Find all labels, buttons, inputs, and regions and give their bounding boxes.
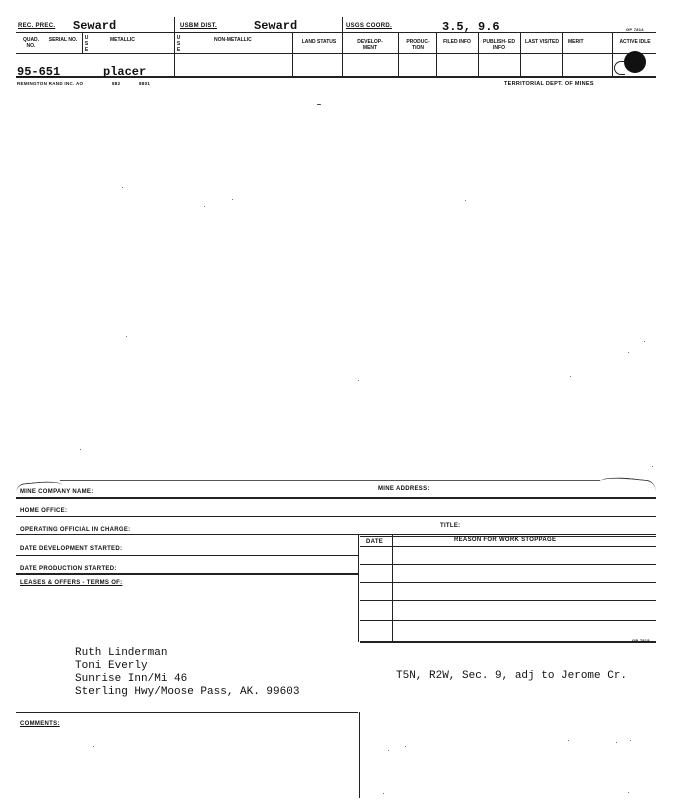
operating-official-label: OPERATING OFFICIAL IN CHARGE: — [20, 527, 131, 533]
col-filed-info: FILED INFO — [443, 39, 471, 45]
date-col-divider — [358, 534, 359, 642]
col-development: DEVELOP- MENT — [357, 39, 383, 51]
printer-code-1: 882 — [112, 81, 121, 86]
speck — [358, 380, 359, 381]
reason-row-line — [360, 641, 656, 643]
owner-line-2: Toni Everly — [75, 660, 148, 672]
reason-col-label: REASON FOR WORK STOPPAGE — [454, 537, 557, 543]
reason-col-divider — [392, 534, 393, 642]
speck — [570, 376, 571, 377]
comments-label: COMMENTS: — [20, 721, 60, 727]
speck — [317, 104, 321, 105]
metallic-value: placer — [103, 65, 147, 79]
col-last-visited: LAST VISITED — [525, 39, 559, 45]
comments-right-border — [359, 712, 360, 798]
reason-row-line — [360, 620, 656, 621]
col-divider — [612, 32, 613, 77]
mine-company-name-label: MINE COMPANY NAME: — [20, 489, 94, 495]
form-curl-right — [600, 475, 657, 492]
col-divider — [562, 32, 563, 77]
col-divider — [342, 17, 343, 77]
date-development-label: DATE DEVELOPMENT STARTED: — [20, 546, 123, 552]
usgs-coord-value: 3.5, 9.6 — [442, 20, 500, 34]
department-text: TERRITORIAL DEPT. OF MINES — [504, 81, 594, 87]
col-divider — [436, 32, 437, 77]
punch-hole — [624, 51, 646, 73]
col-divider — [292, 32, 293, 77]
line-official — [16, 534, 656, 535]
col-production: PRODUC- TION — [406, 39, 430, 51]
owner-line-3: Sunrise Inn/Mi 46 — [75, 673, 188, 685]
speck — [232, 199, 233, 200]
col-merit: MERIT — [568, 39, 584, 45]
printer-text: REMINGTON RAND INC. AO — [17, 81, 84, 86]
date-col-label: DATE — [366, 539, 384, 545]
printer-code-2: 8801 — [139, 81, 151, 86]
speck — [628, 352, 629, 353]
mine-address-label: MINE ADDRESS: — [378, 486, 430, 492]
col-non-metallic: NON-METALLIC — [214, 37, 252, 43]
owner-line-1: Ruth Linderman — [75, 647, 168, 659]
home-office-label: HOME OFFICE: — [20, 508, 68, 514]
col-quad-no: QUAD. NO. — [22, 37, 40, 49]
col-divider — [478, 32, 479, 77]
speck — [388, 750, 389, 751]
speck — [80, 449, 81, 450]
speck — [405, 746, 406, 747]
speck — [616, 742, 617, 743]
form-top-edge — [60, 480, 600, 481]
quad-serial-value: 95-651 — [17, 65, 61, 79]
speck — [652, 466, 653, 467]
col-use-right: U S E — [176, 35, 181, 53]
reason-row-line — [360, 600, 656, 601]
leases-offers-label: LEASES & OFFERS - TERMS OF: — [20, 580, 123, 586]
col-active-idle: ACTIVE IDLE — [619, 39, 651, 45]
title-label: TITLE: — [440, 523, 461, 529]
rec-prec-label: REC. PREC. — [18, 23, 56, 29]
reason-row-line — [360, 546, 656, 547]
speck — [126, 336, 127, 337]
usgs-coord-label: USGS COORD. — [346, 23, 392, 29]
speck — [628, 792, 629, 793]
line-prod — [16, 573, 358, 575]
speck — [465, 200, 466, 201]
line-dev — [16, 555, 358, 556]
reason-row-line — [360, 564, 656, 565]
rec-prec-value: Seward — [73, 19, 117, 33]
column-head-line — [16, 53, 656, 54]
speck — [122, 187, 123, 188]
owner-line-4: Sterling Hwy/Moose Pass, AK. 99603 — [75, 686, 300, 698]
location-note: T5N, R2W, Sec. 9, adj to Jerome Cr. — [396, 670, 628, 682]
col-divider — [520, 32, 521, 77]
usbm-dist-value: Seward — [254, 19, 298, 33]
top-card — [0, 0, 678, 95]
col-use-left: U S E — [84, 35, 89, 53]
usbm-dist-label: USBM DIST. — [180, 23, 218, 29]
speck — [644, 341, 645, 342]
col-land-status: LAND STATUS — [301, 39, 337, 45]
lower-form — [0, 470, 678, 804]
speck — [383, 793, 384, 794]
col-published-info: PUBLISH- ED INFO — [483, 39, 515, 51]
col-metallic: METALLIC — [110, 37, 135, 43]
form-number-lower: GP 7815 — [632, 638, 650, 643]
speck — [93, 746, 94, 747]
line-company — [16, 497, 656, 499]
line-comments-top — [16, 712, 358, 713]
punch-hole-edge — [614, 61, 625, 75]
line-home-office — [16, 516, 656, 517]
header-row-line — [16, 32, 656, 33]
speck — [568, 740, 569, 741]
reason-row-line — [360, 582, 656, 583]
speck — [204, 206, 205, 207]
speck — [630, 740, 631, 741]
col-divider — [398, 32, 399, 77]
form-number-top: GP 7814 — [626, 27, 644, 32]
date-production-label: DATE PRODUCTION STARTED: — [20, 566, 117, 572]
col-divider — [174, 17, 175, 77]
col-serial-no: SERIAL NO. — [48, 37, 78, 43]
col-divider — [82, 32, 83, 53]
